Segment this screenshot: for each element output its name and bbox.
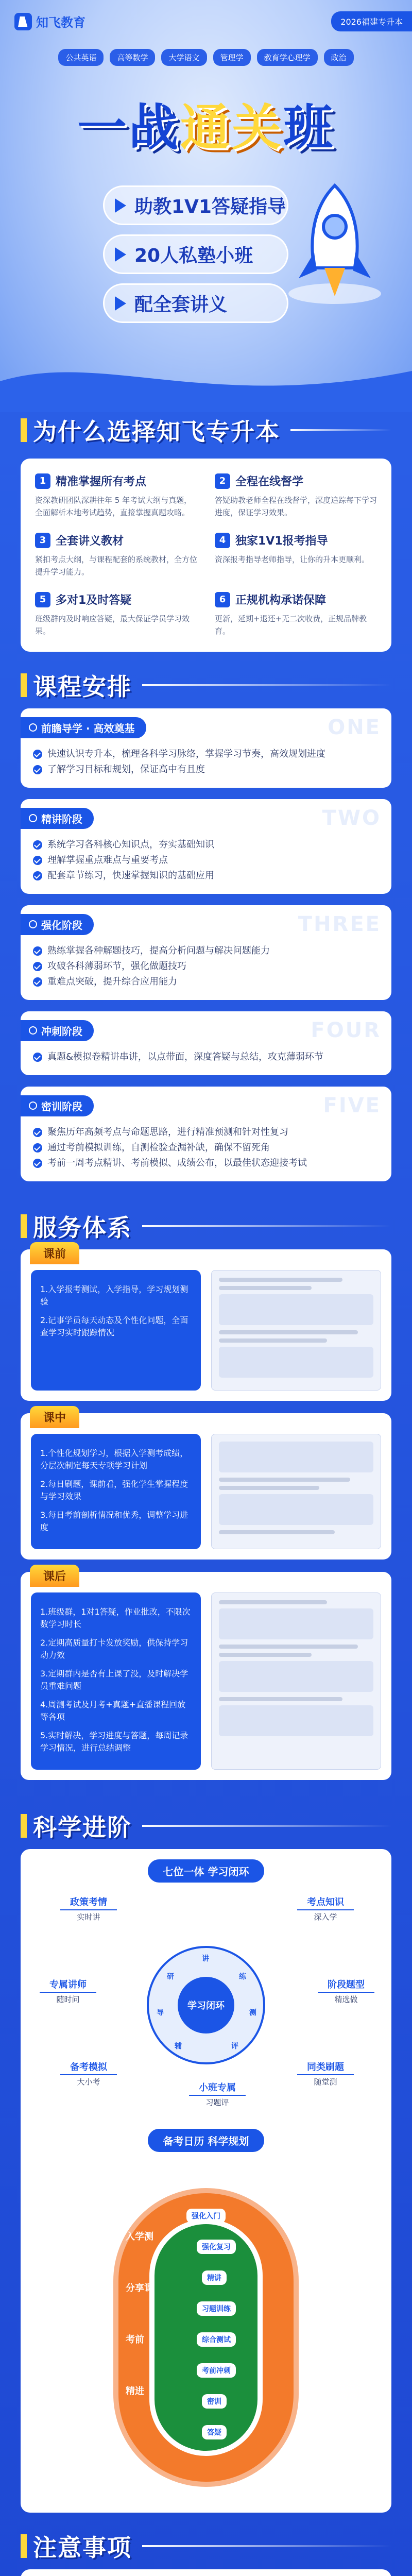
- course-stage: [21, 1087, 391, 1181]
- stage-point-text: 真题&模拟卷精讲串讲，以点带面，深度答疑与总结，攻克薄弱环节: [47, 1052, 324, 1062]
- why-title: 精准掌握所有考点: [56, 476, 147, 488]
- track-label: 精讲: [202, 2270, 227, 2285]
- play-icon: [115, 247, 126, 262]
- hero-bullets: [103, 185, 288, 323]
- cycle-node: [32, 1979, 104, 2005]
- check-icon: [33, 1128, 42, 1137]
- check-icon: [33, 750, 42, 759]
- hero-title-part: 一战: [77, 99, 180, 157]
- ring-word: 评: [231, 2042, 238, 2050]
- why-num: 4: [215, 533, 230, 548]
- stage-label: [21, 808, 94, 829]
- stage-point-text: 考前一周考点精讲、考前模拟、成绩公布，以最佳状态迎接考试: [47, 1158, 307, 1168]
- circle-icon: [29, 723, 37, 732]
- check-icon: [33, 977, 42, 987]
- circle-icon: [29, 1101, 37, 1110]
- stage-point: [33, 1125, 379, 1140]
- track-label: 考前冲刺: [197, 2363, 236, 2378]
- section-header-course: [21, 667, 391, 703]
- study-track: [32, 2167, 380, 2497]
- course-stage: [21, 1011, 391, 1075]
- check-icon: [33, 1053, 42, 1062]
- major-tag: 大学语文: [161, 49, 207, 66]
- stage-index: TWO: [322, 806, 381, 830]
- hero-bullet-text: 20人私塾小班: [134, 245, 253, 266]
- cycle-node: [310, 1979, 382, 2005]
- why-desc: 班级群内及时响应答疑，最大保证学员学习效果。: [35, 614, 190, 636]
- stage-point: [33, 974, 379, 990]
- check-icon: [33, 871, 42, 880]
- cycle-node-sub: 深入学: [314, 1912, 337, 1922]
- section-line: [142, 1225, 391, 1227]
- service-point: 2.定期高质量打卡发放奖励，供保持学习动力效: [40, 1638, 188, 1660]
- ring-word: 辅: [175, 2042, 182, 2050]
- service-point: 1.个性化规划学习，根据入学测考成绩，分层次制定每天专项学习计划: [40, 1448, 188, 1470]
- service-point: 1.入学报考测试，入学指导，学习规划测验: [40, 1284, 188, 1307]
- section-header-notice: [21, 2528, 391, 2564]
- cycle-node: [181, 2082, 253, 2108]
- track-label: 强化入门: [186, 2209, 226, 2223]
- track-label: 答疑: [202, 2425, 227, 2439]
- section-bar: [21, 2534, 27, 2558]
- notice-section: [0, 2564, 412, 2576]
- stage-label-text: 密训阶段: [41, 1100, 82, 1113]
- service-point: 4.周测考试及月考+真题+直播课程回放等各项: [40, 1700, 186, 1722]
- check-icon: [33, 840, 42, 850]
- service-tab: 课中: [30, 1406, 79, 1428]
- service-point: 2.记事学员每天动态及个性化问题，全面查学习实时跟踪情况: [40, 1315, 188, 1337]
- play-icon: [115, 296, 126, 311]
- why-title: 全程在线督学: [235, 476, 304, 488]
- service-points: [31, 1270, 201, 1391]
- section-title: 服务体系: [33, 1214, 132, 1242]
- why-num: 6: [215, 592, 230, 607]
- stage-label: [21, 1095, 94, 1116]
- cycle-node-title: 备考模拟: [60, 2062, 117, 2075]
- phase-label: 入学测: [126, 2231, 153, 2242]
- service-points: [31, 1592, 201, 1770]
- cycle-node: [53, 1897, 125, 1923]
- calendar-title: 备考日历 科学规划: [148, 2129, 265, 2152]
- stage-point-text: 聚焦历年高频考点与命题思路，进行精准预测和针对性复习: [47, 1127, 288, 1138]
- phase-label: 模考: [300, 2324, 318, 2335]
- hero-bullet: [103, 283, 288, 323]
- learning-cycle: [32, 1892, 380, 2119]
- notice-card: [21, 2569, 391, 2576]
- cycle-node-title: 阶段题型: [318, 1979, 374, 1993]
- course-stage: [21, 799, 391, 894]
- cycle-node-sub: 随堂测: [314, 2077, 337, 2087]
- stage-point: [33, 1156, 379, 1171]
- section-title: 科学进阶: [33, 1814, 132, 1841]
- why-num: 2: [215, 473, 230, 489]
- major-tag: 高等数学: [110, 49, 155, 66]
- stage-point-text: 了解学习目标和规划，保证高中有且度: [47, 764, 205, 775]
- check-icon: [33, 962, 42, 971]
- track-label: 强化复习: [197, 2240, 236, 2254]
- why-item: [35, 532, 197, 578]
- stage-label: [21, 1020, 94, 1041]
- why-desc: 资深报考指导老师指导，让你的升本更顺利。: [215, 555, 370, 564]
- section-line: [142, 1825, 391, 1827]
- why-desc: 紧扣考点大纲，与课程配套的系统教材，全方位提升学习能力。: [35, 555, 198, 577]
- hero-bullet-text: 配全套讲义: [134, 294, 228, 315]
- why-item: [215, 591, 377, 637]
- stage-point-text: 系统学习各科核心知识点，夯实基础知识: [47, 839, 214, 850]
- cycle-node-sub: 大小考: [77, 2077, 100, 2087]
- service-block: [21, 1572, 391, 1780]
- why-desc: 答疑助教老师全程在线督学，深度追踪每下学习进度，保证学习效果。: [215, 496, 377, 517]
- stage-point: [33, 868, 379, 884]
- why-desc: 更新，延期+退还+无二次收费，正规品牌教育。: [215, 614, 367, 636]
- why-card: [21, 459, 391, 652]
- ring-word: 讲: [202, 1955, 209, 1963]
- section-line: [290, 429, 391, 431]
- hero-title-part: 通关: [180, 99, 283, 157]
- phase-label: 密训: [300, 2386, 318, 2397]
- stage-point: [33, 1049, 379, 1065]
- stage-point: [33, 747, 379, 762]
- stage-label-text: 精讲阶段: [41, 812, 82, 825]
- section-header-why: [21, 412, 391, 448]
- major-tag: 教育学心理学: [257, 49, 318, 66]
- phase-label: 分享课: [126, 2283, 153, 2294]
- cycle-node-sub: 习题评: [205, 2098, 229, 2107]
- section-title: 课程安排: [33, 673, 132, 701]
- section-line: [142, 684, 391, 686]
- stage-index: THREE: [298, 912, 381, 936]
- science-card: [21, 1849, 391, 2513]
- hero: [0, 0, 412, 412]
- cycle-node-sub: 精选做: [334, 1995, 358, 2004]
- service-tab: 课前: [30, 1242, 79, 1264]
- service-point: 3.每日考前剖析情况和优秀，调整学习进度: [40, 1510, 188, 1532]
- course-section: [0, 703, 412, 1208]
- hero-bullet-text: 助教1V1答疑指导: [134, 196, 286, 217]
- circle-icon: [29, 920, 37, 928]
- service-screenshot: [211, 1434, 381, 1549]
- check-icon: [33, 1159, 42, 1168]
- stage-point-text: 配套章节练习，快速掌握知识的基础应用: [47, 870, 214, 881]
- why-num: 5: [35, 592, 50, 607]
- stage-point: [33, 853, 379, 868]
- cycle-node: [289, 1897, 362, 1923]
- cycle-node-title: 考点知识: [297, 1897, 354, 1910]
- brand-logo[interactable]: [14, 12, 85, 30]
- why-item: [35, 591, 197, 637]
- service-points: [31, 1434, 201, 1549]
- why-item: [215, 532, 377, 578]
- hero-title-part: 班: [283, 99, 335, 157]
- section-title: 注意事项: [33, 2534, 132, 2562]
- service-point: 2.每日刷题，课前看，强化学生掌握程度与学习效果: [40, 1479, 188, 1501]
- stage-point: [33, 1140, 379, 1156]
- service-screenshot: [211, 1270, 381, 1391]
- why-num: 1: [35, 473, 50, 489]
- stage-point-text: 攻破各科薄弱环节，强化做题技巧: [47, 961, 186, 972]
- stage-point: [33, 943, 379, 959]
- service-tab: 课后: [30, 1565, 79, 1587]
- cycle-node: [289, 2062, 362, 2088]
- cycle-node-title: 小班专属: [189, 2082, 246, 2096]
- stage-label: [21, 914, 94, 935]
- cycle-node-sub: 实时讲: [77, 1912, 100, 1922]
- stage-label-text: 冲刺阶段: [41, 1025, 82, 1038]
- stage-index: FOUR: [311, 1019, 381, 1042]
- hero-wave: [0, 340, 412, 412]
- service-section: [0, 1244, 412, 1808]
- hero-bullet: [103, 185, 288, 225]
- circle-icon: [29, 814, 37, 822]
- cycle-node: [53, 2062, 125, 2088]
- why-desc: 资深教研团队深耕往年 5 年考试大纲与真题，全面解析本地考试趋势，直接掌握真题攻略。: [35, 496, 192, 517]
- stage-point-text: 快速认识专升本，梳理各科学习脉络，掌握学习节奏，高效规划进度: [47, 749, 325, 759]
- hero-bullet: [103, 234, 288, 274]
- hero-title: [0, 89, 412, 159]
- stage-label-text: 前瞻导学 · 高效奠基: [41, 722, 135, 735]
- section-title: 为什么选择知飞专升本: [33, 418, 280, 446]
- section-bar: [21, 673, 27, 697]
- ring-word: 研: [167, 1973, 174, 1981]
- why-num: 3: [35, 533, 50, 548]
- ring-word: 导: [157, 2009, 164, 2017]
- ring-word: 练: [239, 1973, 246, 1981]
- check-icon: [33, 946, 42, 956]
- cycle-node-title: 政策考情: [60, 1897, 117, 1910]
- check-icon: [33, 765, 42, 774]
- track-label: 习题训练: [197, 2301, 236, 2316]
- cycle-title: 七位一体 学习闭环: [148, 1859, 265, 1883]
- cycle-node-sub: 随时问: [56, 1995, 80, 2004]
- check-icon: [33, 856, 42, 865]
- service-block: [21, 1249, 391, 1401]
- year-badge: 2026福建专升本: [331, 11, 412, 31]
- science-section: [0, 1844, 412, 2528]
- logo-icon: [14, 13, 32, 30]
- stage-point: [33, 762, 379, 777]
- brand-name: 知飞教育: [36, 15, 85, 30]
- course-stage: [21, 708, 391, 788]
- stage-point-text: 通过考前模拟训练，自测检验查漏补缺，确保不留死角: [47, 1142, 270, 1153]
- major-tag: 公共英语: [58, 49, 104, 66]
- section-bar: [21, 418, 27, 442]
- stage-index: ONE: [328, 716, 381, 739]
- stage-label: [21, 717, 146, 738]
- rocket-icon: [278, 175, 391, 309]
- majors-list: [0, 43, 412, 72]
- topbar: [0, 0, 412, 43]
- service-screenshot: [211, 1592, 381, 1770]
- phase-label: 冲刺: [300, 2262, 318, 2273]
- major-tag: 管理学: [213, 49, 251, 66]
- stage-point: [33, 959, 379, 974]
- service-point: 5.实时解决，学习进度与答题，每周记录学习情况，进行总结调整: [40, 1731, 188, 1753]
- stage-point-text: 理解掌握重点难点与重要考点: [47, 855, 168, 866]
- service-block: [21, 1413, 391, 1560]
- track-label: 综合测试: [197, 2332, 236, 2347]
- service-point: 1.班级群，1对1答疑，作业批改，不限次数学习时长: [40, 1607, 191, 1629]
- stage-point-text: 熟练掌握各种解题技巧，提高分析问题与解决问题能力: [47, 945, 270, 956]
- section-line: [142, 2545, 391, 2547]
- phase-label: 精进: [126, 2386, 144, 2397]
- circle-icon: [29, 1026, 37, 1035]
- course-stage: [21, 905, 391, 1000]
- section-bar: [21, 1214, 27, 1238]
- why-title: 多对1及时答疑: [56, 594, 132, 607]
- check-icon: [33, 1143, 42, 1153]
- section-header-science: [21, 1808, 391, 1844]
- why-section: [0, 448, 412, 667]
- track-label: 密训: [202, 2394, 227, 2409]
- cycle-core: [147, 1946, 265, 2064]
- why-item: [35, 473, 197, 519]
- play-icon: [115, 198, 126, 213]
- why-title: 独家1V1报考指导: [235, 535, 328, 548]
- cycle-node-title: 同类刷题: [297, 2062, 354, 2075]
- why-title: 正规机构承诺保障: [235, 594, 327, 607]
- stage-index: FIVE: [323, 1094, 381, 1117]
- why-title: 全套讲义教材: [56, 535, 124, 548]
- stage-label-text: 强化阶段: [41, 919, 82, 931]
- stage-point-text: 重难点突破，提升综合应用能力: [47, 976, 177, 987]
- section-bar: [21, 1814, 27, 1838]
- cycle-node-title: 专属讲师: [40, 1979, 96, 1993]
- cycle-core-label: 学习闭环: [178, 1977, 234, 2033]
- section-header-service: [21, 1208, 391, 1244]
- ring-word: 测: [249, 2009, 256, 2017]
- stage-point: [33, 837, 379, 853]
- major-tag: 政治: [324, 49, 354, 66]
- phase-label: 考前: [126, 2334, 144, 2345]
- why-item: [215, 473, 377, 519]
- service-point: 3.定期群内是否有上课了没，及时解决学员重难问题: [40, 1669, 188, 1691]
